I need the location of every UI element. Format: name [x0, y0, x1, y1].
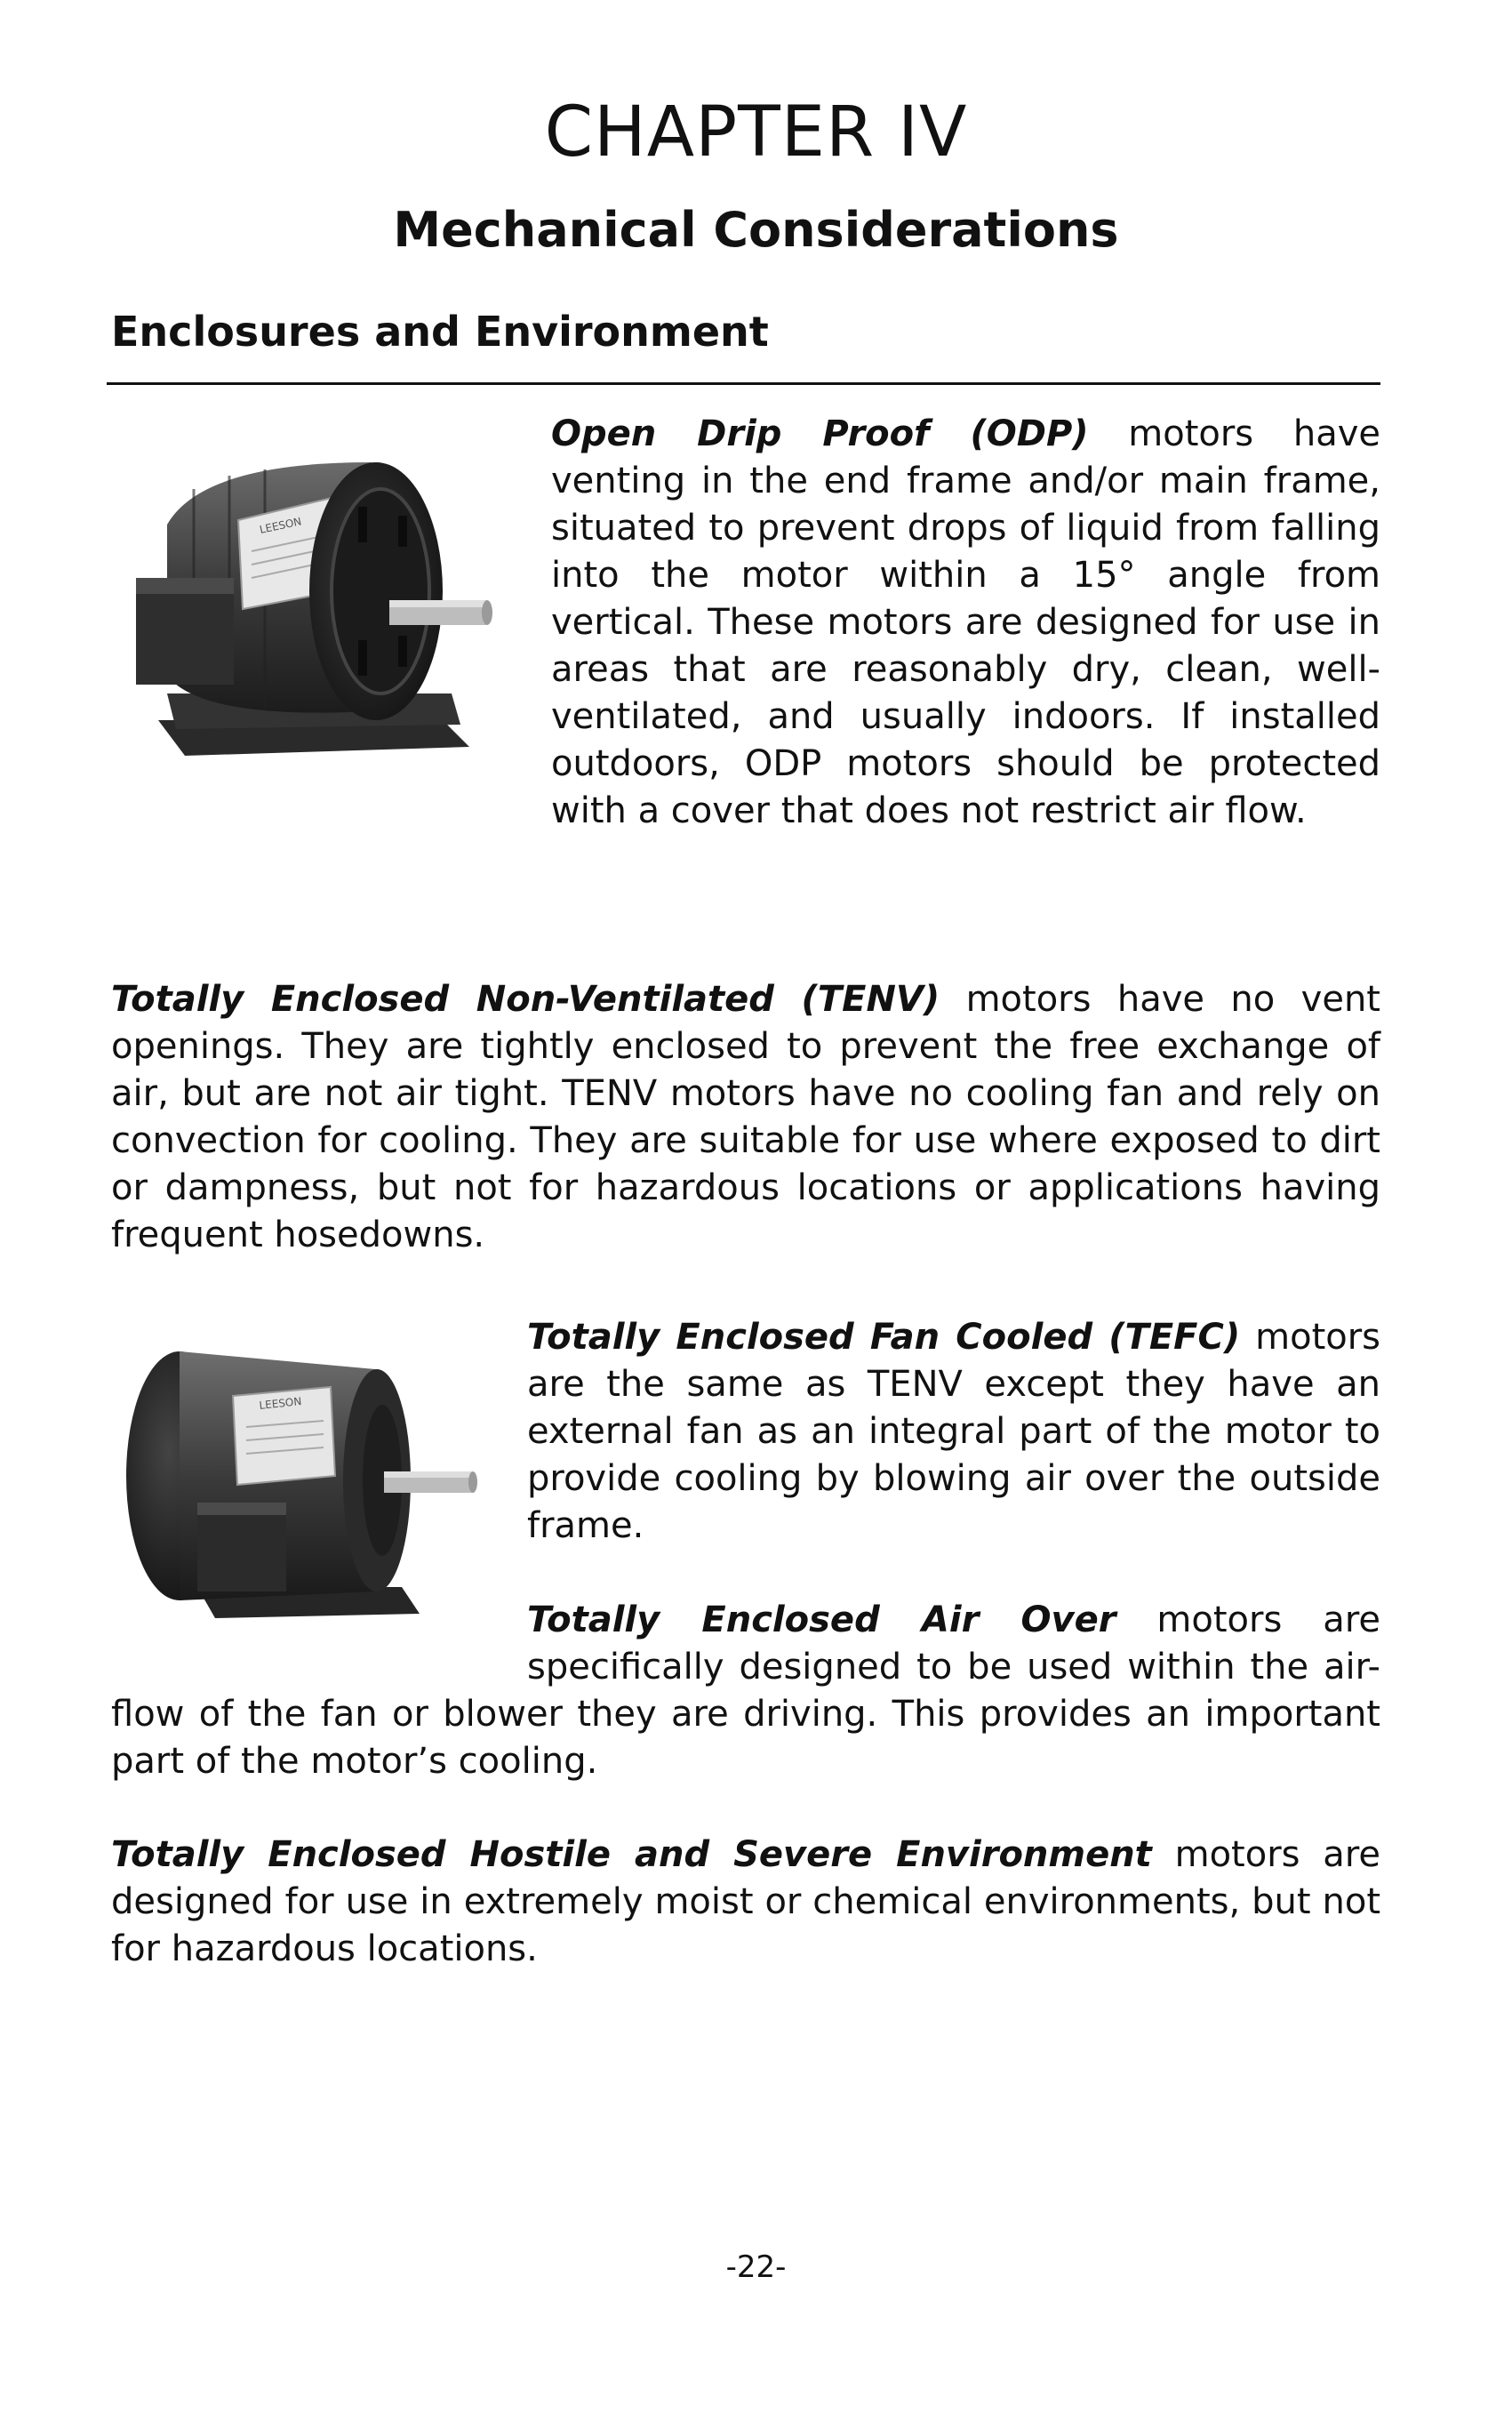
tefc-paragraph	[527, 1314, 1380, 1550]
tefc-text: motors are the same as TENV except they have an external fan as an integral part of the motor to provide cooling by blowing air over the outside frame.	[527, 1317, 1381, 1546]
tenv-paragraph	[111, 976, 1380, 1259]
section-divider	[107, 382, 1380, 385]
tefc-motor-image	[117, 1325, 491, 1627]
air-over-text-rest: flow of the fan or blower they are driving. This provides an important part of the motor’s cooling.	[111, 1694, 1380, 1782]
air-over-text-first: motors are specifically designed to be used within the air-	[527, 1599, 1380, 1687]
odp-motor-image	[105, 427, 523, 765]
section-heading: Enclosures and Environment	[111, 308, 769, 356]
hostile-paragraph	[111, 1832, 1380, 1973]
air-over-paragraph-first	[527, 1597, 1380, 1691]
tefc-nameplate-label: LEESON	[258, 1395, 302, 1412]
odp-term: Open Drip Proof (ODP)	[551, 413, 1089, 454]
hostile-term: Totally Enclosed Hostile and Severe Environment	[111, 1834, 1152, 1875]
tefc-term: Totally Enclosed Fan Cooled (TEFC)	[527, 1317, 1241, 1358]
air-over-paragraph-rest	[111, 1691, 1380, 1785]
air-over-term: Totally Enclosed Air Over	[527, 1599, 1116, 1640]
chapter-title: CHAPTER IV	[544, 92, 968, 172]
odp-text: motors have venting in the end frame and/or main frame, situated to prevent drops of liquid from falling into the motor within a 15° angle from vertical. These motors are designed for use in areas that are reasonably dry, clean, well-ventilated, and usually indoors. If installed outdoors, ODP motors should be protected with a cover that does not restrict air flow.	[551, 413, 1380, 831]
odp-paragraph	[551, 411, 1380, 835]
tenv-term: Totally Enclosed Non-Ventilated (TENV)	[111, 979, 940, 1020]
chapter-subtitle: Mechanical Considerations	[393, 202, 1119, 258]
tenv-text: motors have no vent openings. They are tightly enclosed to prevent the free exchange of air, but are not air tight. TENV motors have no cooling fan and rely on convection for cooling. They are suitable for use where exposed to dirt or dampness, but not for hazardous locations or applications having frequent hosedowns.	[111, 979, 1380, 1255]
page-number: -22-	[725, 2249, 787, 2285]
odp-nameplate-label: LEESON	[258, 515, 303, 536]
hostile-text: motors are designed for use in extremely moist or chemical environments, but not for hazardous locations.	[111, 1834, 1380, 1969]
